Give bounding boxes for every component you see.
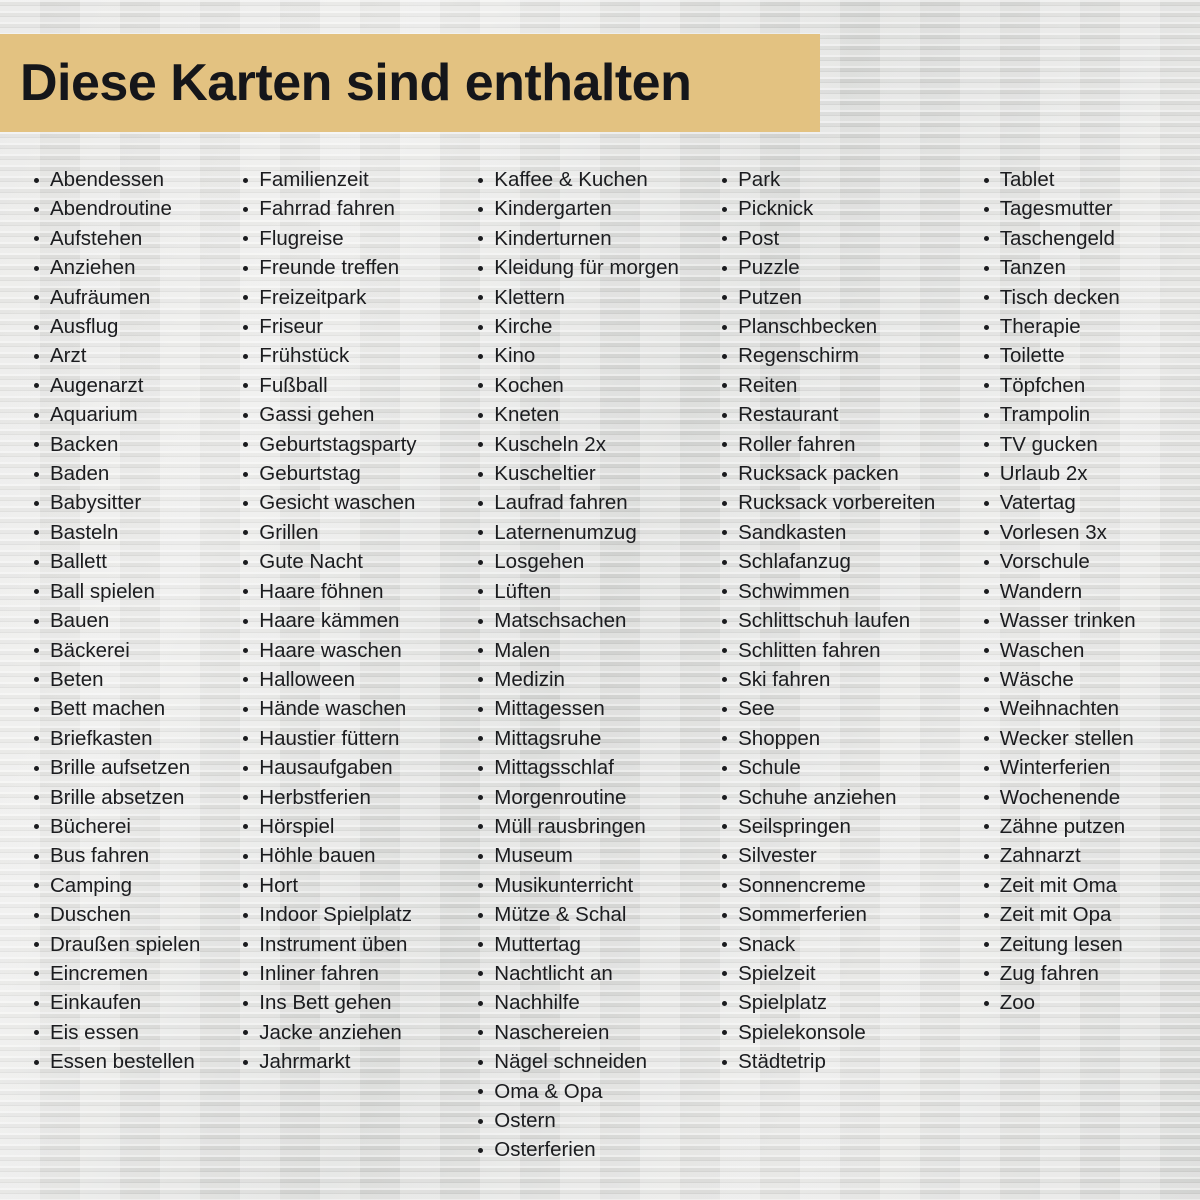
list-item: Rucksack vorbereiten (716, 488, 978, 517)
card-column-1 (28, 165, 237, 1077)
list-item: Winterferien (978, 753, 1190, 782)
list-item: Post (716, 224, 978, 253)
list-item: Toilette (978, 341, 1190, 370)
list-item: Waschen (978, 636, 1190, 665)
list-item: Jahrmarkt (237, 1047, 472, 1076)
list-item: Oma & Opa (472, 1077, 716, 1106)
list-item: Vatertag (978, 488, 1190, 517)
list-item: Kindergarten (472, 194, 716, 223)
list-item: Wasser trinken (978, 606, 1190, 635)
list-item: Instrument üben (237, 930, 472, 959)
list-item: Therapie (978, 312, 1190, 341)
list-item: Puzzle (716, 253, 978, 282)
list-item: Shoppen (716, 724, 978, 753)
list-item: Park (716, 165, 978, 194)
list-item: Wandern (978, 577, 1190, 606)
list-item: Hort (237, 871, 472, 900)
list-item: Putzen (716, 283, 978, 312)
list-item: Höhle bauen (237, 841, 472, 870)
list-item: Snack (716, 930, 978, 959)
list-item: Gesicht waschen (237, 488, 472, 517)
list-item: Kirche (472, 312, 716, 341)
list-item: Kuscheltier (472, 459, 716, 488)
list-item: Malen (472, 636, 716, 665)
list-item: Städtetrip (716, 1047, 978, 1076)
list-item: Fahrrad fahren (237, 194, 472, 223)
list-item: Mittagsschlaf (472, 753, 716, 782)
list-item: Kaffee & Kuchen (472, 165, 716, 194)
list-item: Arzt (28, 341, 237, 370)
list-item: Jacke anziehen (237, 1018, 472, 1047)
list-item: Hände waschen (237, 694, 472, 723)
list-item: Kneten (472, 400, 716, 429)
list-item: Bäckerei (28, 636, 237, 665)
list-item: Halloween (237, 665, 472, 694)
list-item: Anziehen (28, 253, 237, 282)
list-item: Mütze & Schal (472, 900, 716, 929)
list-item: Inliner fahren (237, 959, 472, 988)
list-item: Rucksack packen (716, 459, 978, 488)
list-item: Zeit mit Oma (978, 871, 1190, 900)
list-item: Naschereien (472, 1018, 716, 1047)
list-item: Abendessen (28, 165, 237, 194)
list-item: Musikunterricht (472, 871, 716, 900)
list-item: Spielekonsole (716, 1018, 978, 1047)
list-item: Roller fahren (716, 430, 978, 459)
list-item: Freunde treffen (237, 253, 472, 282)
list-item: Eis essen (28, 1018, 237, 1047)
list-item: Aufstehen (28, 224, 237, 253)
list-item: Taschengeld (978, 224, 1190, 253)
list-item: Freizeitpark (237, 283, 472, 312)
list-item: Wäsche (978, 665, 1190, 694)
list-item: Bus fahren (28, 841, 237, 870)
list-item: Tisch decken (978, 283, 1190, 312)
list-item: Aquarium (28, 400, 237, 429)
list-item: Museum (472, 841, 716, 870)
list-item: Regenschirm (716, 341, 978, 370)
list-item: Eincremen (28, 959, 237, 988)
list-item: Friseur (237, 312, 472, 341)
list-item: Ins Bett gehen (237, 988, 472, 1017)
list-item: Morgenroutine (472, 783, 716, 812)
list-item: Medizin (472, 665, 716, 694)
list-item: Zeitung lesen (978, 930, 1190, 959)
list-item: Draußen spielen (28, 930, 237, 959)
list-item: Aufräumen (28, 283, 237, 312)
list-item: Backen (28, 430, 237, 459)
list-item: Essen bestellen (28, 1047, 237, 1076)
card-list-4 (716, 165, 978, 1077)
list-item: Gute Nacht (237, 547, 472, 576)
list-item: Hausaufgaben (237, 753, 472, 782)
list-item: Osterferien (472, 1135, 716, 1164)
list-item: Schule (716, 753, 978, 782)
list-item: Kochen (472, 371, 716, 400)
list-item: Mittagsruhe (472, 724, 716, 753)
list-item: Hörspiel (237, 812, 472, 841)
list-item: Briefkasten (28, 724, 237, 753)
list-item: Bett machen (28, 694, 237, 723)
list-item: Sandkasten (716, 518, 978, 547)
card-column-4 (716, 165, 978, 1077)
list-item: Ballett (28, 547, 237, 576)
list-item: Zähne putzen (978, 812, 1190, 841)
list-item: Einkaufen (28, 988, 237, 1017)
list-item: Geburtstagsparty (237, 430, 472, 459)
list-item: Wecker stellen (978, 724, 1190, 753)
list-item: Geburtstag (237, 459, 472, 488)
list-item: Zahnarzt (978, 841, 1190, 870)
list-item: Mittagessen (472, 694, 716, 723)
list-item: Grillen (237, 518, 472, 547)
list-item: Klettern (472, 283, 716, 312)
list-item: Kleidung für morgen (472, 253, 716, 282)
list-item: Familienzeit (237, 165, 472, 194)
list-item: Bauen (28, 606, 237, 635)
list-item: Sonnencreme (716, 871, 978, 900)
list-item: Vorschule (978, 547, 1190, 576)
list-item: Duschen (28, 900, 237, 929)
list-item: Haare föhnen (237, 577, 472, 606)
list-item: Nägel schneiden (472, 1047, 716, 1076)
title-banner (0, 34, 820, 132)
list-item: Indoor Spielplatz (237, 900, 472, 929)
list-item: Müll rausbringen (472, 812, 716, 841)
list-item: Baden (28, 459, 237, 488)
list-item: Schlittschuh laufen (716, 606, 978, 635)
list-item: Zug fahren (978, 959, 1190, 988)
list-item: Tablet (978, 165, 1190, 194)
list-item: Frühstück (237, 341, 472, 370)
list-item: Schwimmen (716, 577, 978, 606)
list-item: Tagesmutter (978, 194, 1190, 223)
list-item: Herbstferien (237, 783, 472, 812)
list-item: Bücherei (28, 812, 237, 841)
list-item: Brille aufsetzen (28, 753, 237, 782)
list-item: Laternenumzug (472, 518, 716, 547)
list-item: See (716, 694, 978, 723)
list-item: Abendroutine (28, 194, 237, 223)
list-item: Augenarzt (28, 371, 237, 400)
list-item: Zeit mit Opa (978, 900, 1190, 929)
list-item: Nachtlicht an (472, 959, 716, 988)
list-item: Reiten (716, 371, 978, 400)
list-item: Brille absetzen (28, 783, 237, 812)
list-item: Haustier füttern (237, 724, 472, 753)
list-item: Lüften (472, 577, 716, 606)
list-item: Flugreise (237, 224, 472, 253)
list-item: Tanzen (978, 253, 1190, 282)
list-item: Silvester (716, 841, 978, 870)
list-item: Basteln (28, 518, 237, 547)
list-item: Sommerferien (716, 900, 978, 929)
list-item: Nachhilfe (472, 988, 716, 1017)
list-item: Beten (28, 665, 237, 694)
list-item: Schlitten fahren (716, 636, 978, 665)
list-item: Muttertag (472, 930, 716, 959)
card-column-5 (978, 165, 1190, 1018)
card-column-3 (472, 165, 716, 1165)
list-item: Schuhe anziehen (716, 783, 978, 812)
list-item: Camping (28, 871, 237, 900)
page-title: Diese Karten sind enthalten (20, 54, 692, 112)
list-item: Haare waschen (237, 636, 472, 665)
list-item: Ausflug (28, 312, 237, 341)
list-item: TV gucken (978, 430, 1190, 459)
list-item: Babysitter (28, 488, 237, 517)
list-item: Laufrad fahren (472, 488, 716, 517)
card-list-5 (978, 165, 1190, 1018)
list-item: Restaurant (716, 400, 978, 429)
list-item: Kinderturnen (472, 224, 716, 253)
card-list-3 (472, 165, 716, 1165)
list-item: Schlafanzug (716, 547, 978, 576)
list-item: Urlaub 2x (978, 459, 1190, 488)
card-column-2 (237, 165, 472, 1077)
list-item: Kuscheln 2x (472, 430, 716, 459)
list-item: Ostern (472, 1106, 716, 1135)
list-item: Trampolin (978, 400, 1190, 429)
list-item: Spielplatz (716, 988, 978, 1017)
card-list-columns (28, 165, 1190, 1165)
list-item: Fußball (237, 371, 472, 400)
list-item: Gassi gehen (237, 400, 472, 429)
list-item: Haare kämmen (237, 606, 472, 635)
list-item: Weihnachten (978, 694, 1190, 723)
list-item: Wochenende (978, 783, 1190, 812)
list-item: Zoo (978, 988, 1190, 1017)
card-list-2 (237, 165, 472, 1077)
list-item: Kino (472, 341, 716, 370)
list-item: Spielzeit (716, 959, 978, 988)
card-list-1 (28, 165, 237, 1077)
list-item: Picknick (716, 194, 978, 223)
list-item: Ski fahren (716, 665, 978, 694)
list-item: Planschbecken (716, 312, 978, 341)
list-item: Ball spielen (28, 577, 237, 606)
list-item: Vorlesen 3x (978, 518, 1190, 547)
list-item: Losgehen (472, 547, 716, 576)
list-item: Matschsachen (472, 606, 716, 635)
list-item: Töpfchen (978, 371, 1190, 400)
list-item: Seilspringen (716, 812, 978, 841)
